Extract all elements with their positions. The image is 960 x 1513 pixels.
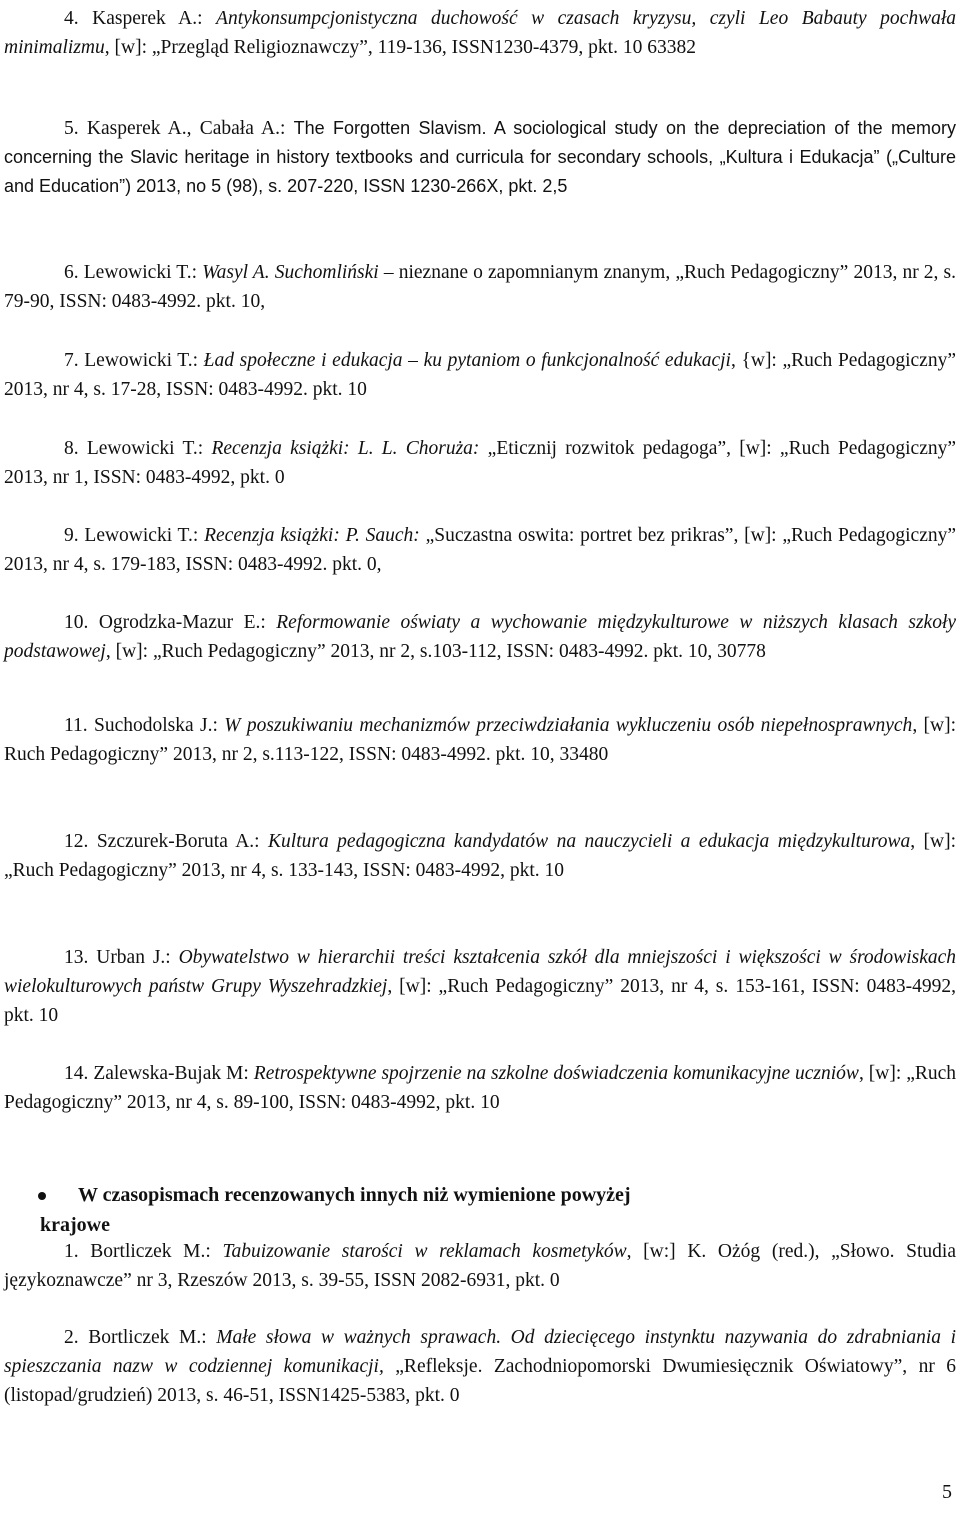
entry-author: Lewowicki T.: [86, 438, 204, 459]
entry-details: , [w]: „Ruch Pedagogiczny” 2013, nr 4, s. 133-143, ISSN: 0483-4992, pkt. 10 [4, 831, 957, 881]
entry-number: 8. [64, 438, 79, 459]
entry-title: Małe słowa w ważnych sprawach. Od dziecięcego instynktu nazywania do zdrabniania i spieszczania nazw w codziennej komunikacji, [4, 1327, 956, 1377]
bibliography-entry-10 [4, 608, 956, 666]
bibliography-entry-8 [4, 434, 956, 492]
entry-author: Suchodolska J.: [94, 715, 218, 736]
section-heading-line1: W czasopismach recenzowanych innych niż wymienione powyżej [78, 1184, 631, 1206]
entry-author: Bortliczek M.: [88, 1327, 207, 1348]
entry-number: 4. [64, 8, 79, 29]
entry-author: Lewowicki T.: [83, 262, 198, 283]
entry-details: „Eticznij rozwitok pedagoga”, [w]: „Ruch Pedagogiczny” 2013, nr 1, ISSN: 0483-4992, pkt. 0 [4, 438, 957, 488]
entry-author: Lewowicki T.: [84, 350, 199, 371]
entry-title: Ład społeczne i edukacja – ku pytaniom o funkcjonalność edukacji [203, 350, 731, 371]
entry-details: „Kultura i Edukacja” („Culture and Education”) 2013, no 5 (98), s. 207-220, ISSN 1230-266X, pkt. 2,5 [4, 147, 956, 196]
entry-details: , [w:] K. Ożóg (red.), „Słowo. Studia językoznawcze” nr 3, Rzeszów 2013, s. 39-55, ISSN 2082-6931, pkt. 0 [4, 1241, 957, 1291]
bullet-icon [38, 1192, 46, 1200]
entry-number: 9. [64, 525, 79, 546]
entry-number: 10. [64, 612, 89, 633]
bibliography-entry-12 [4, 827, 956, 885]
entry-title: Antykonsumpcjonistyczna duchowość w czasach kryzysu, czyli Leo Babauty pochwała minimalizmu [4, 8, 956, 58]
entry-number: 13. [64, 947, 89, 968]
section-entry-2 [4, 1323, 956, 1410]
bibliography-entry-11 [4, 711, 956, 769]
bibliography-entry-13 [4, 943, 956, 1030]
entry-title: The Forgotten Slavism. A sociological study on the depreciation of the memory concerning the Slavic heritage in history textbooks and curricula for secondary schools, [4, 118, 957, 167]
bibliography-entry-4 [4, 4, 956, 62]
entry-details: – nieznane o zapomnianym znanym, „Ruch Pedagogiczny” 2013, nr 2, s. 79-90, ISSN: 0483-4992. pkt. 10, [4, 262, 957, 312]
entry-number: 12. [64, 831, 89, 852]
entry-details: , {w]: „Ruch Pedagogiczny” 2013, nr 4, s. 17-28, ISSN: 0483-4992. pkt. 10 [4, 350, 956, 400]
entry-title: Reformowanie oświaty a wychowanie międzykulturowe w niższych klasach szkoły podstawowej [4, 612, 957, 662]
entry-number: 6. [64, 262, 79, 283]
entry-details: , [w]: „Przegląd Religioznawczy”, 119-136, ISSN1230-4379, pkt. 10 63382 [104, 37, 696, 58]
entry-details: , [w]: „Ruch Pedagogiczny” 2013, nr 4, s. 89-100, ISSN: 0483-4992, pkt. 10 [4, 1063, 957, 1113]
entry-number: 14. [64, 1063, 89, 1084]
entry-author: Szczurek-Boruta A.: [96, 831, 260, 852]
page-number: 5 [942, 1481, 952, 1503]
entry-number: 5. [64, 118, 79, 139]
bibliography-entry-5 [4, 114, 956, 201]
entry-author: Kasperek A., Cabała A.: [86, 118, 286, 139]
entry-author: Lewowicki T.: [84, 525, 199, 546]
entry-title: Kultura pedagogiczna kandydatów na nauczycieli a edukacja międzykulturowa [268, 831, 911, 852]
entry-details: , [w]: „Ruch Pedagogiczny” 2013, nr 2, s.103-112, ISSN: 0483-4992. pkt. 10, 30778 [105, 641, 766, 662]
section-heading-line2: krajowe [40, 1214, 110, 1236]
entry-title: Retrospektywne spojrzenie na szkolne doświadczenia komunikacyjne uczniów [253, 1063, 859, 1084]
entry-title: Recenzja książki: L. L. Choruża: [211, 438, 480, 459]
bibliography-entry-6 [4, 258, 956, 316]
entry-title: Tabuizowanie starości w reklamach kosmetyków [222, 1241, 627, 1262]
entry-number: 2. [64, 1327, 79, 1348]
entry-title: Recenzja książki: P. Sauch: [204, 525, 420, 546]
entry-details: , [w]: Ruch Pedagogiczny” 2013, nr 2, s.113-122, ISSN: 0483-4992. pkt. 10, 33480 [4, 715, 957, 765]
entry-details: , [w]: „Ruch Pedagogiczny” 2013, nr 4, s. 153-161, ISSN: 0483-4992, pkt. 10 [4, 976, 956, 1026]
entry-author: Bortliczek M.: [90, 1241, 211, 1262]
section-entry-1 [4, 1237, 956, 1295]
entry-details: „Suczastna oswita: portret bez prikras”, [w]: „Ruch Pedagogiczny” 2013, nr 4, s. 179-183, ISSN: 0483-4992. pkt. 0, [4, 525, 957, 575]
entry-number: 11. [64, 715, 88, 736]
entry-author: Zalewska-Bujak M: [93, 1063, 249, 1084]
bibliography-entry-14 [4, 1059, 956, 1117]
entry-title: Wasyl A. Suchomliński [202, 262, 379, 283]
bibliography-entry-9 [4, 521, 956, 579]
entry-author: Kasperek A.: [92, 8, 203, 29]
entry-number: 7. [64, 350, 79, 371]
entry-details: „Refleksje. Zachodniopomorski Dwumiesięcznik Oświatowy”, nr 6 (listopad/grudzień) 2013, s. 46-51, ISSN1425-5383, pkt. 0 [4, 1356, 957, 1406]
entry-title: Obywatelstwo w hierarchii treści kształcenia szkół dla mniejszości i większości w środowiskach wielokulturowych państw Grupy Wyszehradzkiej [4, 947, 957, 997]
bibliography-entry-7 [4, 346, 956, 404]
entry-title: W poszukiwaniu mechanizmów przeciwdziałania wykluczeniu osób niepełnosprawnych [224, 715, 913, 736]
entry-number: 1. [64, 1241, 79, 1262]
entry-author: Urban J.: [96, 947, 171, 968]
entry-author: Ogrodzka-Mazur E.: [98, 612, 266, 633]
